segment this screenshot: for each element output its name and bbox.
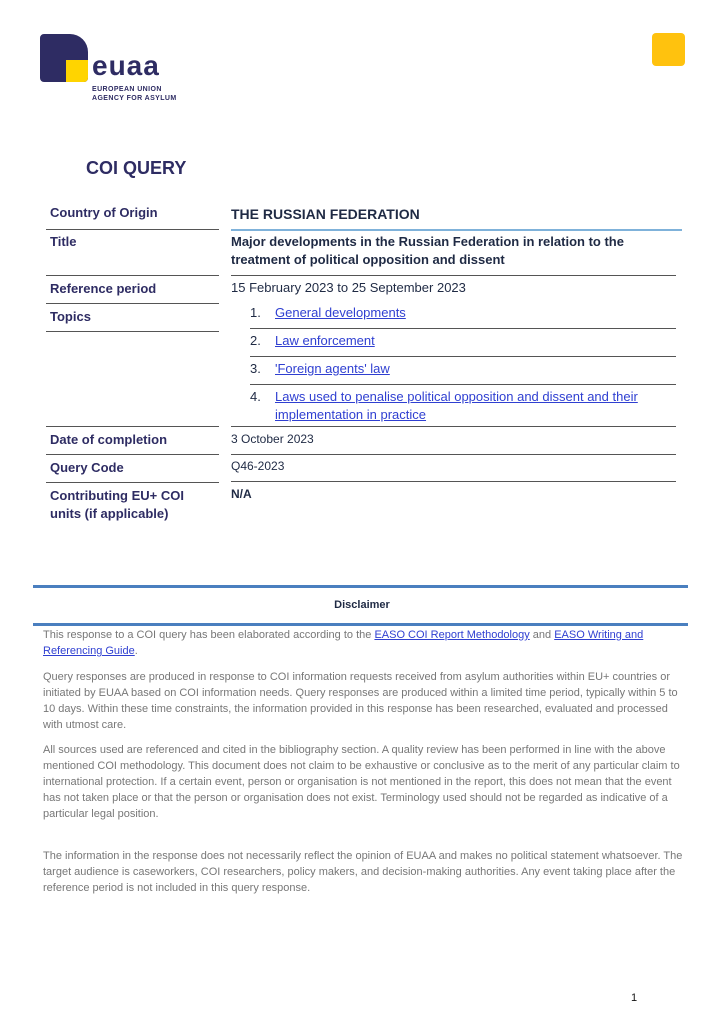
title-value: Major developments in the Russian Federation in relation to the treatment of political opposition and dissent <box>231 234 624 267</box>
disclaimer-paragraph-4: The information in the response does not necessarily reflect the opinion of EUAA and makes no political statement whatsoever. The target audience is caseworkers, COI researchers, policy makers, and decision-making authorities. Any event taking place after the reference period is not included in this query response. <box>43 850 683 894</box>
period-value: 15 February 2023 to 25 September 2023 <box>231 280 466 295</box>
divider <box>46 426 219 427</box>
country-label: Country of Origin <box>50 205 158 220</box>
disclaimer-text: This response to a COI query has been elaborated according to the <box>43 629 372 641</box>
topic-link[interactable]: Law enforcement <box>275 333 375 348</box>
logo-subtitle-line1: EUROPEAN UNION <box>92 86 162 93</box>
methodology-link[interactable]: EASO COI Report Methodology <box>374 629 530 641</box>
country-value: THE RUSSIAN FEDERATION <box>231 206 420 222</box>
topic-number: 1. <box>250 305 261 320</box>
divider <box>250 328 676 329</box>
disclaimer-text: and <box>532 629 552 641</box>
disclaimer-text: . <box>134 645 138 657</box>
contrib-label: Contributing EU+ COI units (if applicable) <box>50 488 184 521</box>
topics-label: Topics <box>50 309 91 324</box>
contrib-value: N/A <box>231 487 252 501</box>
topic-link[interactable]: 'Foreign agents' law <box>275 361 390 376</box>
divider <box>46 331 219 332</box>
euaa-logo <box>40 34 190 110</box>
title-label: Title <box>50 234 77 249</box>
divider <box>231 454 676 455</box>
divider <box>231 426 676 427</box>
divider <box>46 275 219 276</box>
disclaimer-paragraph-3: All sources used are referenced and cited in the bibliography section. A quality review has been performed in line with the above mentioned COI methodology. This document does not claim to be exhaustive or conclusive as to the merit of any particular claim to international protection. If a certain event, person or organisation is not mentioned in the report, this does not mean that the event has not taken place or that the person or organisation does not exist. Terminology used should not be regarded as indicative of a particular legal position. <box>43 744 680 820</box>
logo-mark-accent <box>66 60 88 82</box>
code-label: Query Code <box>50 460 124 475</box>
logo-mark <box>40 34 88 82</box>
corner-decoration <box>652 33 685 66</box>
divider <box>231 275 676 276</box>
divider <box>46 454 219 455</box>
topic-link[interactable]: Laws used to penalise political opposition and dissent and their implementation in practice <box>275 389 638 422</box>
logo-subtitle <box>92 85 177 103</box>
date-value: 3 October 2023 <box>231 432 314 446</box>
logo-subtitle-line2: AGENCY FOR ASYLUM <box>92 95 177 102</box>
topic-item <box>250 388 676 428</box>
logo-wordmark: euaa <box>92 50 160 81</box>
divider <box>46 482 219 483</box>
divider <box>231 229 682 231</box>
disclaimer-bottom-bar <box>33 623 688 626</box>
disclaimer-top-bar <box>33 585 688 588</box>
disclaimer-paragraph-1 <box>43 627 683 659</box>
divider <box>231 481 676 482</box>
topic-link[interactable]: General developments <box>275 305 406 320</box>
divider <box>250 356 676 357</box>
divider <box>250 384 676 385</box>
writing-guide-link[interactable]: EASO Writing and Referencing Guide <box>43 629 644 657</box>
document-title: COI QUERY <box>86 158 187 178</box>
date-label: Date of completion <box>50 432 168 447</box>
topic-number: 2. <box>250 333 261 348</box>
disclaimer-paragraph-2: Query responses are produced in response to COI information requests received from asylum authorities within EU+ countries or initiated by EUAA based on COI information needs. Query responses are produced within a limited time period, typically within 5 to 10 days. Within these time constraints, the information provided in this response has been researched, evaluated and processed with utmost care. <box>43 671 678 731</box>
disclaimer-title: Disclaimer <box>334 599 390 611</box>
topic-number: 3. <box>250 361 261 376</box>
divider <box>46 229 219 230</box>
topic-number: 4. <box>250 389 261 404</box>
divider <box>46 303 219 304</box>
page-number: 1 <box>631 992 638 1004</box>
code-value: Q46-2023 <box>231 459 285 473</box>
period-label: Reference period <box>50 281 157 296</box>
